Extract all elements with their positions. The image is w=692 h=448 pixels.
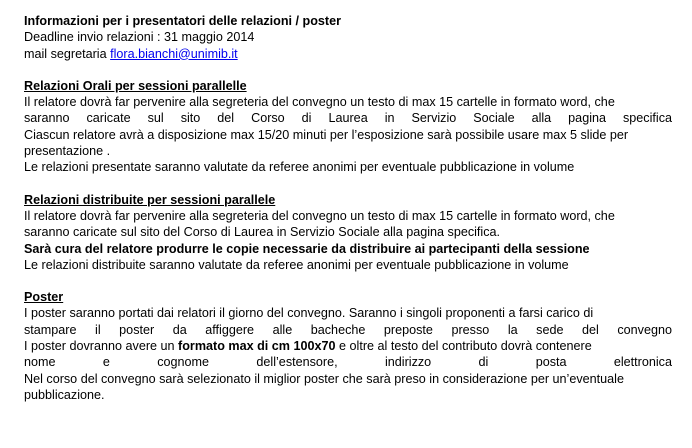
section-poster <box>24 289 672 403</box>
paragraph-line: Le relazioni presentate saranno valutate da referee anonimi per eventuale pubblicazione in volume <box>24 160 575 175</box>
section-orali <box>24 78 672 176</box>
spacer <box>24 273 672 289</box>
section-heading-poster: Poster <box>24 290 64 305</box>
paragraph-line-bold: Sarà cura del relatore produrre le copie necessarie da distribuire ai partecipanti della sessione <box>24 241 590 256</box>
paragraph-line: presentazione . <box>24 144 111 159</box>
paragraph-line: Le relazioni distribuite saranno valutate da referee anonimi per eventuale pubblicazione in volume <box>24 257 569 272</box>
mail-line <box>24 46 672 62</box>
paragraph-line <box>24 338 672 354</box>
page-title: Informazioni per i presentatori delle relazioni / poster <box>24 14 342 28</box>
paragraph-line: saranno caricate sul sito del Corso di Laurea in Servizio Sociale alla pagina specifica <box>24 111 672 126</box>
section-heading-distribuite: Relazioni distribuite per sessioni parallele <box>24 192 276 207</box>
paragraph-line: Nel corso del convegno sarà selezionato il miglior poster che sarà preso in considerazione per un’eventuale <box>24 371 624 386</box>
text-run: I poster dovranno avere un <box>24 339 179 354</box>
paragraph-line: Il relatore dovrà far pervenire alla segreteria del convegno un testo di max 15 cartelle in formato word, che <box>24 95 615 110</box>
paragraph-line: Il relatore dovrà far pervenire alla segreteria del convegno un testo di max 15 cartelle in formato word, che <box>24 208 615 223</box>
spacer <box>24 176 672 192</box>
section-distribuite <box>24 192 672 273</box>
section-heading-orali: Relazioni Orali per sessioni parallelle <box>24 78 247 93</box>
text-run: e oltre al testo del contributo dovrà contenere <box>335 339 592 354</box>
paragraph-line: I poster saranno portati dai relatori il giorno del convegno. Saranno i singoli proponenti a farsi carico di <box>24 306 594 321</box>
mail-link[interactable]: flora.bianchi@unimib.it <box>110 46 238 61</box>
paragraph-line: saranno caricate sul sito del Corso di Laurea in Servizio Sociale alla pagina specifica. <box>24 225 501 240</box>
paragraph-line: nome e cognome dell’estensore, indirizzo di posta elettronica <box>24 355 672 370</box>
spacer <box>24 62 672 78</box>
paragraph-line: pubblicazione. <box>24 387 105 402</box>
paragraph-line: stampare il poster da affiggere alle bacheche preposte presso la sede del convegno <box>24 322 672 337</box>
mail-label: mail segretaria <box>24 46 111 61</box>
text-run-bold: formato max di cm 100x70 <box>178 339 336 354</box>
deadline-text: Deadline invio relazioni : 31 maggio 2014 <box>24 30 255 45</box>
paragraph-line: Ciascun relatore avrà a disposizione max 15/20 minuti per l’esposizione sarà possibile usare max 5 slide per <box>24 127 629 142</box>
